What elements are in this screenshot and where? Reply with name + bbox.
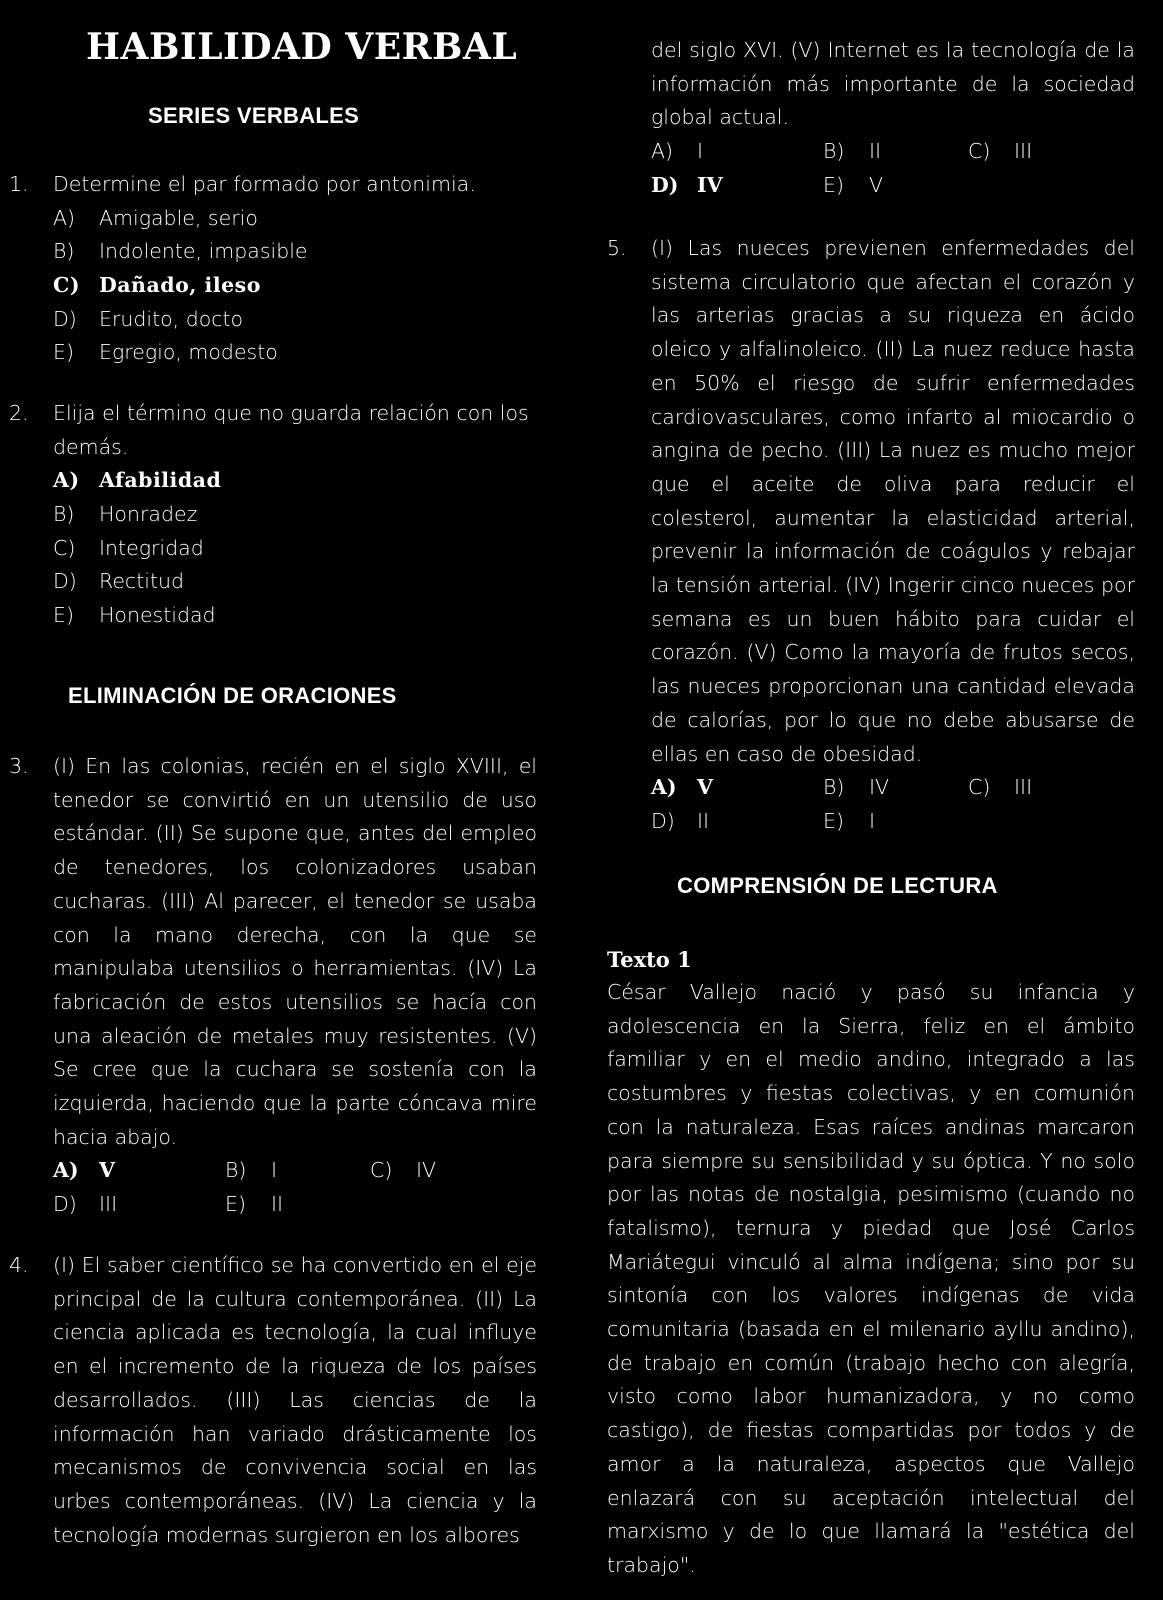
option-c[interactable]: C) III bbox=[968, 775, 1033, 800]
section-heading-comprension: COMPRENSIÓN DE LECTURA bbox=[677, 873, 998, 898]
section-heading-eliminacion: ELIMINACIÓN DE ORACIONES bbox=[68, 683, 397, 708]
option-d[interactable]: D) III bbox=[53, 1192, 118, 1217]
options-grid bbox=[651, 771, 1135, 838]
option-c[interactable]: C) Integridad bbox=[53, 535, 204, 560]
option-d[interactable]: D) Rectitud bbox=[53, 569, 184, 594]
option-b[interactable]: B) Honradez bbox=[53, 502, 198, 527]
question-number: 3. bbox=[9, 754, 29, 778]
option-d[interactable]: D) II bbox=[651, 808, 710, 833]
question-number: 2. bbox=[9, 401, 29, 425]
option-e[interactable]: E) Egregio, modesto bbox=[53, 340, 278, 365]
question-5 bbox=[607, 232, 1135, 839]
option-c[interactable]: C) IV bbox=[370, 1158, 437, 1183]
page-title: HABILIDAD VERBAL bbox=[86, 26, 518, 68]
option-a[interactable]: A) Amigable, serio bbox=[53, 205, 258, 230]
option-e[interactable]: E) I bbox=[823, 808, 876, 833]
question-text-continuation: del siglo XVI. (V) Internet es la tecnología de la información más importante de la sociedad global actual. bbox=[651, 38, 1135, 130]
reading-paragraph: César Vallejo nació y pasó su infancia y adolescencia en la Sierra, feliz en el ámbito familiar y en el medio andino, integrado a las costumbres y fiestas colectivas, y en comunión con la naturaleza. Esas raíces andinas marcaron para siempre su sensibilidad y su óptica. Y no solo por las notas de nostalgia, pesimismo (cuando no fatalismo), ternura y piedad que José Carlos Mariátegui vinculó al alma indígena; sino por su sintonía con los valores indígenas de vida comunitaria (basada en el milenario ayllu andino), de trabajo en común (trabajo hecho con alegría, visto como labor humanizadora, y no como castigo), de fiestas compartidas por todos y de amor a la naturaleza, aspectos que Vallejo enlazará con su aceptación intelectual del marxismo y de lo que llamará la "estética del trabajo". bbox=[607, 980, 1135, 1577]
option-c[interactable]: C) III bbox=[968, 139, 1033, 164]
question-1 bbox=[9, 168, 537, 370]
reading-title: Texto 1 bbox=[607, 947, 692, 972]
question-text: (I) El saber científico se ha convertido en el eje principal de la cultura contemporánea. (II) La ciencia aplicada es tecnología, la cual influye en el incremento de la riqueza de los países desarrollados. (III) Las ciencias de la información han variado drásticamente los mecanismos de convivencia social en las urbes contemporáneas. (IV) La ciencia y la tecnología modernas surgieron en los albores bbox=[53, 1253, 537, 1547]
option-b[interactable]: B) II bbox=[823, 139, 882, 164]
question-3 bbox=[9, 750, 537, 1222]
question-number: 1. bbox=[9, 172, 29, 196]
option-d[interactable]: D) Erudito, docto bbox=[53, 306, 244, 331]
option-b[interactable]: B) I bbox=[225, 1158, 278, 1183]
question-4 bbox=[9, 1249, 537, 1552]
option-d-selected[interactable]: D) IV bbox=[651, 172, 723, 197]
option-a[interactable]: A) I bbox=[651, 139, 704, 164]
question-text: Determine el par formado por antonimia. bbox=[53, 172, 476, 196]
option-b[interactable]: B) IV bbox=[823, 775, 890, 800]
option-e[interactable]: E) V bbox=[823, 172, 884, 197]
option-c-selected[interactable]: C) Dañado, ileso bbox=[53, 273, 261, 298]
option-e[interactable]: E) Honestidad bbox=[53, 603, 216, 628]
question-text: Elija el término que no guarda relación con los demás. bbox=[53, 401, 529, 459]
question-4-continuation bbox=[651, 34, 1135, 202]
section-heading-series-verbales: SERIES VERBALES bbox=[148, 103, 360, 128]
question-2 bbox=[9, 397, 537, 633]
option-a-selected[interactable]: A) V bbox=[53, 1158, 115, 1183]
option-a-selected[interactable]: A) V bbox=[651, 775, 713, 800]
option-e[interactable]: E) II bbox=[225, 1192, 284, 1217]
question-text: (I) En las colonias, recién en el siglo XVIII, el tenedor se convirtió en un utensilio de uso estándar. (II) Se supone que, antes del empleo de tenedores, los colonizadores usaban cucharas. (III) Al parecer, el tenedor se usaba con la mano derecha, con la que se manipulaba utensilios o herramientas. (IV) La fabricación de estos utensilios se hacía con una aleación de metales muy resistentes. (V) Se cree que la cuchara se sostenía con la izquierda, haciendo que la parte cóncava mire hacia abajo. bbox=[53, 754, 537, 1149]
options-grid bbox=[651, 135, 1135, 202]
options-grid bbox=[53, 1154, 537, 1221]
question-number: 5. bbox=[607, 236, 627, 260]
reading-text bbox=[607, 976, 1135, 1583]
question-number: 4. bbox=[9, 1253, 29, 1277]
option-a-selected[interactable]: A) Afabilidad bbox=[53, 468, 222, 493]
option-b[interactable]: B) Indolente, impasible bbox=[53, 239, 308, 264]
question-text: (I) Las nueces previenen enfermedades del sistema circulatorio que afectan el corazón y las arterias gracias a su riqueza en ácido oleico y alfalinoleico. (II) La nuez reduce hasta en 50% el riesgo de sufrir enfermedades cardiovasculares, como infarto al miocardio o angina de pecho. (III) La nuez es mucho mejor que el aceite de oliva para reducir el colesterol, aumentar la elasticidad arterial, prevenir la información de coágulos y rebajar la tensión arterial. (IV) Ingerir cinco nueces por semana es un buen hábito para cuidar el corazón. (V) Como la mayoría de frutos secos, las nueces proporcionan una cantidad elevada de calorías, por lo que no debe abusarse de ellas en caso de obesidad. bbox=[651, 236, 1135, 766]
